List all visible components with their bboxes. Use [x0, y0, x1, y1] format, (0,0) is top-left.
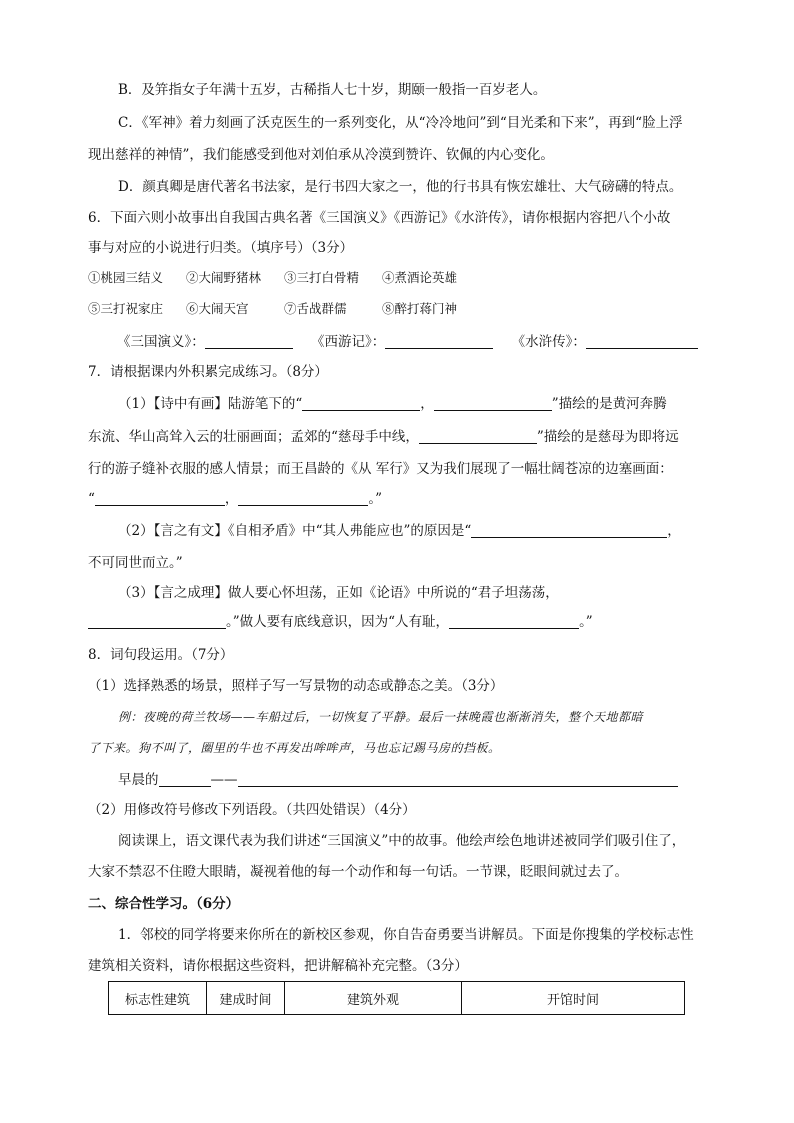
q6-story-3: ③三打白骨精	[284, 270, 360, 285]
table-header-opening-time: 开馆时间	[462, 982, 685, 1015]
book-label-shuihu: 《水浒传》：	[511, 334, 586, 350]
q6-story-4: ④煮酒论英雄	[382, 270, 458, 285]
q7-part2-line2: 不可同世而立。”	[88, 555, 183, 571]
q8-passage-line1: 阅读课上，语文课代表为我们讲述“三国演义”中的故事。他绘声绘色地讲述被同学们吸引住了，	[118, 833, 686, 849]
q6-answer-row	[117, 332, 698, 352]
q5-option-b: B．及笄指女子年满十五岁，古稀指人七十岁，期颐一般指一百岁老人。	[118, 82, 547, 98]
section2-title: 二、综合性学习。（6分）	[88, 896, 240, 912]
poem-blank-5[interactable]	[238, 491, 368, 506]
q6-stem-line1: 6．下面六则小故事出自我国古典名著《三国演义》《西游记》《水浒传》，请你根据内容把八个小故	[88, 210, 671, 226]
poem-blank-1[interactable]	[302, 396, 420, 411]
poem-blank-2[interactable]	[434, 396, 552, 411]
q8-part2-prompt: （2）用修改符号修改下列语段。（共四处错误）（4分）	[88, 802, 416, 818]
answer-blank-shuihu[interactable]	[586, 334, 698, 349]
q7-part1-line2: 东流、华山高耸入云的壮丽画面；孟郊的“慈母手中线， ”描绘的是慈母为即将远	[88, 429, 679, 445]
poem-blank-4[interactable]	[95, 491, 225, 506]
table-header-building: 标志性建筑	[109, 982, 207, 1015]
q8-writing-line: 早晨的 ——	[118, 770, 678, 790]
q8-stem: 8．词句段运用。（7分）	[88, 647, 234, 663]
q6-story-8: ⑧醉打蒋门神	[382, 301, 458, 316]
scene-blank[interactable]	[159, 772, 211, 787]
section2-q1-line1: 1．邻校的同学将要来你所在的新校区参观，你自告奋勇要当讲解员。下面是你搜集的学校标志性	[118, 927, 694, 943]
q8-example-line1: 例：夜晚的荷兰牧场——车船过后，一切恢复了平静。最后一抹晚霞也渐渐消失，整个天地都暗	[118, 710, 644, 724]
q5-option-d: D．颜真卿是唐代著名书法家，是行书四大家之一，他的行书具有恢宏雄壮、大气磅礴的特点。	[118, 179, 683, 195]
q5-option-c-line1: C．《军神》着力刻画了沃克医生的一系列变化，从“冷冷地问”到“目光柔和下来”，再到“脸上浮	[118, 115, 683, 131]
q6-story-5: ⑤三打祝家庄	[88, 301, 164, 316]
q6-story-1: ①桃园三结义	[88, 270, 164, 285]
poem-blank-3[interactable]	[419, 429, 537, 444]
q7-part1-line1: （1）【诗中有画】陆游笔下的“ ， ”描绘的是黄河奔腾	[118, 396, 667, 412]
description-blank[interactable]	[238, 772, 678, 787]
q6-story-6: ⑥大闹天宫	[186, 301, 249, 316]
book-label-xiyou: 《西游记》：	[311, 334, 386, 350]
q6-story-7: ⑦舌战群儒	[284, 301, 347, 316]
table-header-row	[109, 982, 685, 1015]
q5-option-c-line2: 现出慈祥的神情”，我们能感受到他对刘伯承从冷漠到赞许、钦佩的内心变化。	[88, 147, 554, 163]
section2-q1-line2: 建筑相关资料，请你根据这些资料，把讲解稿补充完整。（3分）	[88, 958, 468, 974]
q7-part3-line1: （3）【言之成理】做人要心怀坦荡，正如《论语》中所说的“君子坦荡荡，	[118, 585, 559, 601]
q8-part1-prompt: （1）选择熟悉的场景，照样子写一写景物的动态或静态之美。（3分）	[88, 678, 504, 694]
q7-part2-line1: （2）【言之有文】《自相矛盾》中“其人弗能应也”的原因是“ ，	[118, 523, 681, 539]
q6-story-2: ②大闹野猪林	[186, 270, 262, 285]
lunyu-blank[interactable]	[88, 614, 226, 629]
q8-example-line2: 了下来。狗不叫了，圈里的牛也不再发出哞哞声，马也忘记踢马房的挡板。	[88, 741, 501, 755]
mengzi-blank[interactable]	[449, 614, 579, 629]
q7-part3-line2: 。”做人要有底线意识，因为“人有耻， 。”	[88, 612, 593, 632]
book-label-sanguo: 《三国演义》：	[117, 334, 205, 350]
q7-part1-line4: “ ， 。”	[88, 491, 383, 507]
table-header-appearance: 建筑外观	[285, 982, 462, 1015]
answer-blank-sanguo[interactable]	[205, 334, 293, 349]
table-header-built-time: 建成时间	[207, 982, 285, 1015]
q8-passage-line2: 大家不禁忍不住瞪大眼睛，凝视着他的每一个动作和每一句话。一节课，眨眼间就过去了。	[88, 864, 628, 880]
text-blank-1[interactable]	[471, 523, 667, 538]
q7-stem: 7．请根据课内外积累完成练习。（8分）	[88, 364, 328, 380]
answer-blank-xiyou[interactable]	[385, 334, 493, 349]
building-info-table	[108, 981, 685, 1015]
q7-part1-line3: 行的游子缝补衣服的感人情景；而王昌龄的《从 军行》又为我们展现了一幅壮阔苍凉的边塞画面：	[88, 461, 673, 477]
q6-stem-line2: 事与对应的小说进行归类。（填序号）（3分）	[88, 240, 354, 256]
